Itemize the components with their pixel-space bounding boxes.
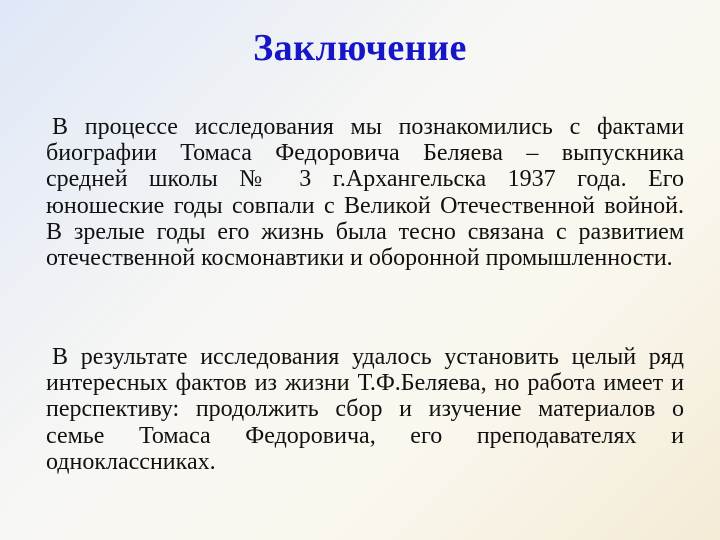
paragraph-1: В процессе исследования мы познакомились с фактами биографии Томаса Федоровича Беляева – выпускника средней школы № 3 г.Архангельска 1937 года. Его юношеские годы совпали с Великой Отечественной войной. В зрелые годы его жизнь была тесно связана с развитием отечественной космонавтики и оборонной промышленности. [46,114,684,272]
slide-title: Заключение [253,27,467,69]
paragraph-2: В результате исследования удалось установить целый ряд интересных фактов из жизни Т.Ф.Беляева, но работа имеет и перспективу: продолжить сбор и изучение материалов о семье Томаса Федоровича, его преподавателях и одноклассниках. [46,344,684,475]
